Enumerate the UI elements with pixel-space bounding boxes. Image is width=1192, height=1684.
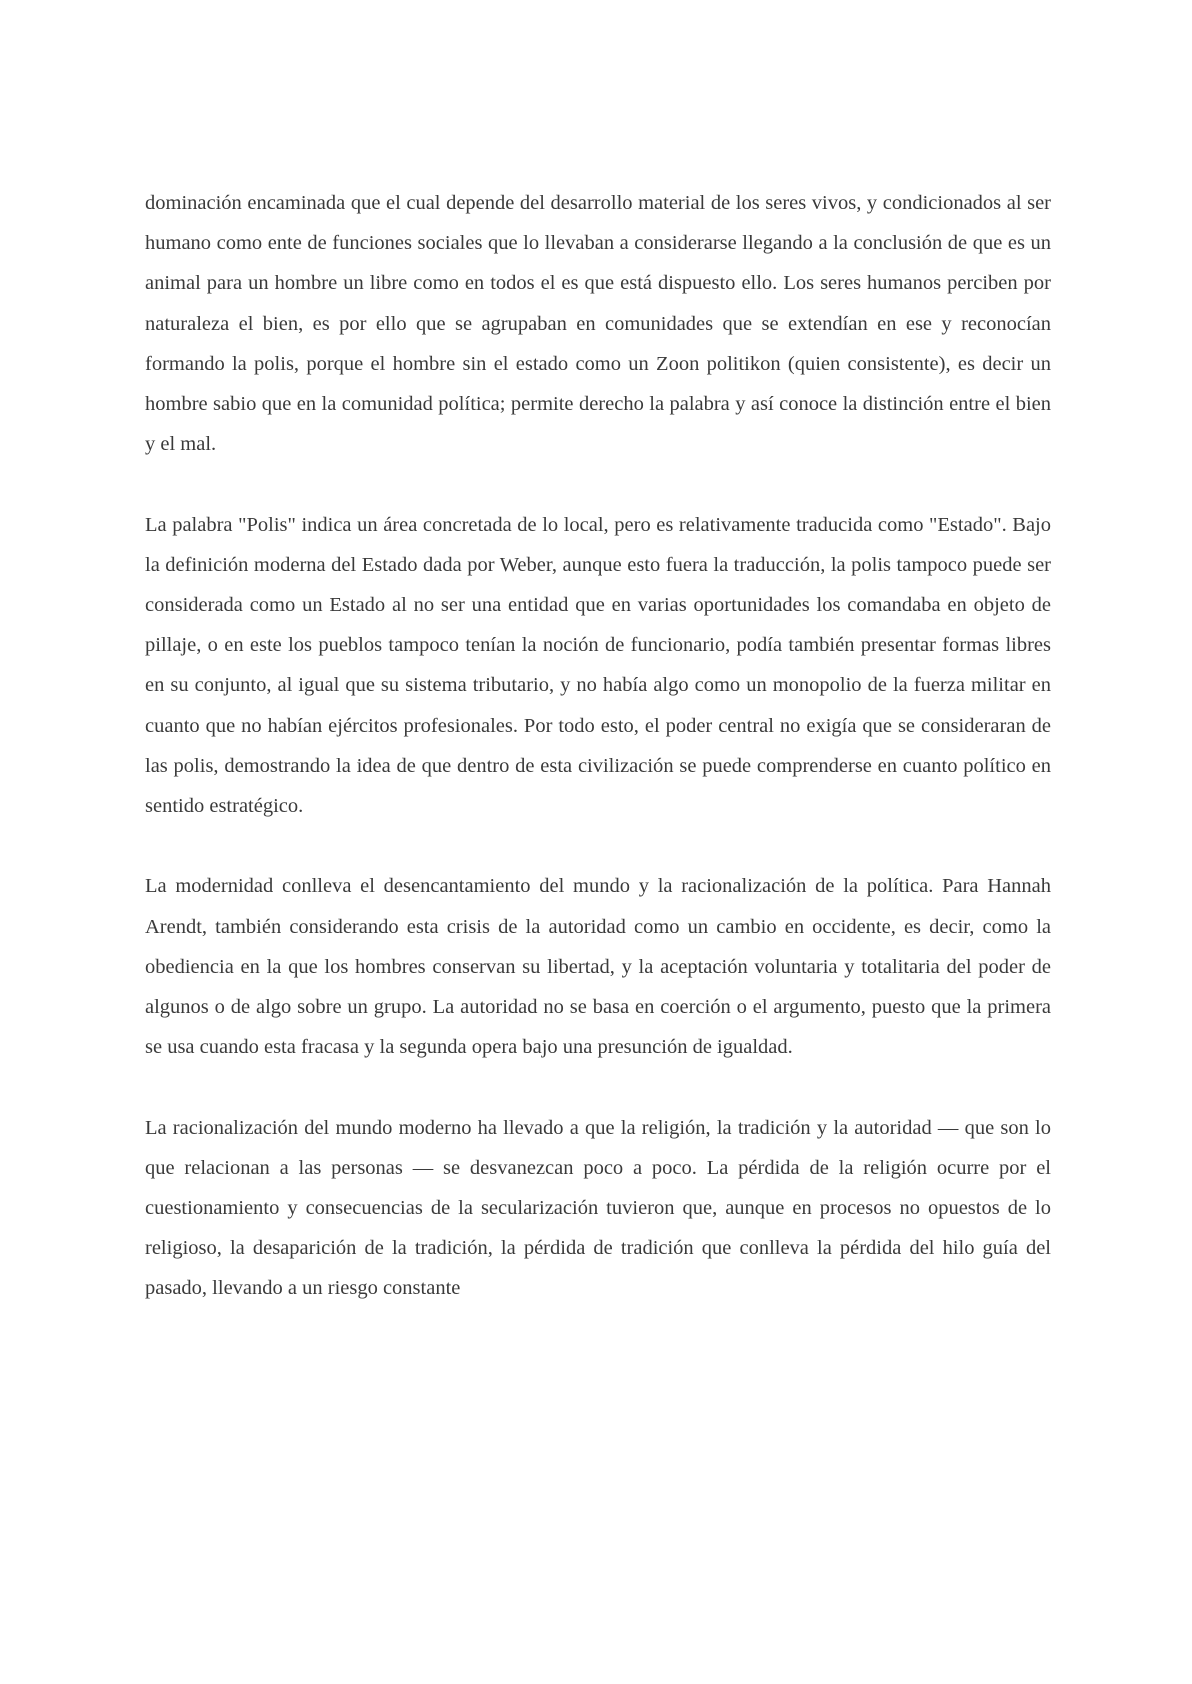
paragraph-4: La racionalización del mundo moderno ha llevado a que la religión, la tradición y la autoridad — que son lo que relacionan a las personas — se desvanezcan poco a poco. La pérdida de la religión ocurre por el cuestionamiento y consecuencias de la secularización tuvieron que, aunque en procesos no opuestos de lo religioso, la desaparición de la tradición, la pérdida de tradición que conlleva la pérdida del hilo guía del pasado, llevando a un riesgo constante	[145, 1116, 1051, 1300]
document-page	[145, 183, 1051, 1309]
paragraph-3: La modernidad conlleva el desencantamiento del mundo y la racionalización de la política. Para Hannah Arendt, también considerando esta crisis de la autoridad como un cambio en occidente, es decir, como la obediencia en la que los hombres conservan su libertad, y la aceptación voluntaria y totalitaria del poder de algunos o de algo sobre un grupo. La autoridad no se basa en coerción o el argumento, puesto que la primera se usa cuando esta fracasa y la segunda opera bajo una presunción de igualdad.	[145, 875, 1051, 1059]
paragraph-2: La palabra "Polis" indica un área concretada de lo local, pero es relativamente traducida como "Estado". Bajo la definición moderna del Estado dada por Weber, aunque esto fuera la traducción, la polis tampoco puede ser considerada como un Estado al no ser una entidad que en varias oportunidades los comandaba en objeto de pillaje, o en este los pueblos tampoco tenían la noción de funcionario, podía también presentar formas libres en su conjunto, al igual que su sistema tributario, y no había algo como un monopolio de la fuerza militar en cuanto que no habían ejércitos profesionales. Por todo esto, el poder central no exigía que se consideraran de las polis, demostrando la idea de que dentro de esta civilización se puede comprenderse en cuanto político en sentido estratégico.	[145, 513, 1051, 818]
paragraph-1: dominación encaminada que el cual depende del desarrollo material de los seres vivos, y condicionados al ser humano como ente de funciones sociales que lo llevaban a considerarse llegando a la conclusión de que es un animal para un hombre un libre como en todos el es que está dispuesto ello. Los seres humanos perciben por naturaleza el bien, es por ello que se agrupaban en comunidades que se extendían en ese y reconocían formando la polis, porque el hombre sin el estado como un Zoon politikon (quien consistente), es decir un hombre sabio que en la comunidad política; permite derecho la palabra y así conoce la distinción entre el bien y el mal.	[145, 192, 1051, 456]
